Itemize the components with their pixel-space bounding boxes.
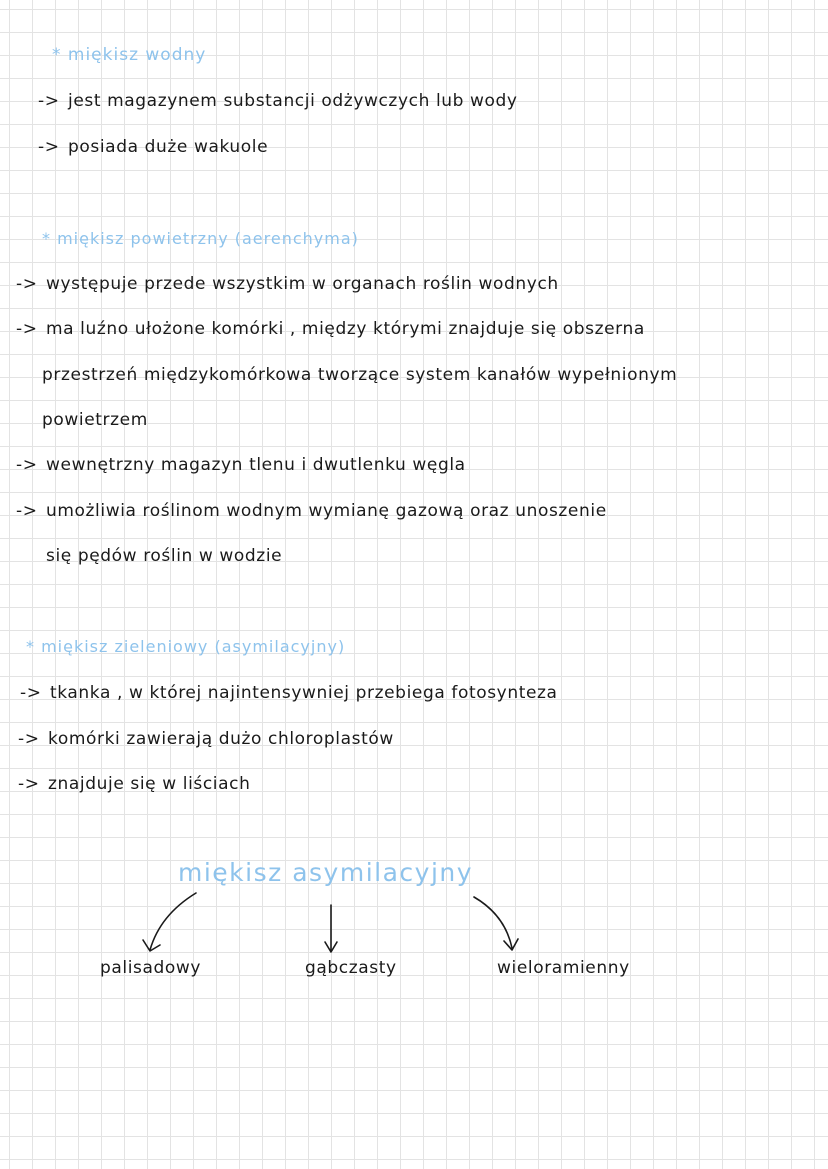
- arrow-to-palisadowy: [150, 893, 196, 950]
- note-text: umożliwia roślinom wodnym wymianę gazową oraz unoszenie: [46, 501, 607, 521]
- note-text: wewnętrzny magazyn tlenu i dwutlenku węgla: [46, 455, 466, 475]
- note-text: tkanka , w której najintensywniej przebiega fotosynteza: [50, 683, 558, 703]
- arrow-icon: ->: [38, 91, 60, 111]
- diagram-child-gabczasty: gąbczasty: [305, 958, 397, 978]
- arrow-icon: ->: [18, 729, 40, 749]
- arrow-icon: ->: [16, 274, 38, 294]
- diagram-child-palisadowy: palisadowy: [100, 958, 202, 978]
- section-heading-miekisz-zieleniowy: * miękisz zieleniowy (asymilacyjny): [26, 637, 346, 656]
- note-text: posiada duże wakuole: [68, 137, 269, 157]
- arrow-to-wieloramienny: [474, 897, 512, 948]
- note-text: jest magazynem substancji odżywczych lub wody: [68, 91, 518, 111]
- note-text: znajduje się w liściach: [48, 774, 251, 794]
- arrow-icon: ->: [16, 455, 38, 475]
- arrow-icon: ->: [20, 683, 42, 703]
- arrow-icon: ->: [16, 319, 38, 339]
- note-text: przestrzeń międzykomórkowa tworzące system kanałów wypełnionym: [42, 365, 678, 385]
- section-heading-miekisz-wodny: * miękisz wodny: [52, 45, 207, 65]
- diagram-child-wieloramienny: wieloramienny: [497, 958, 630, 978]
- arrow-icon: ->: [38, 137, 60, 157]
- arrow-icon: ->: [18, 774, 40, 794]
- arrow-icon: ->: [16, 501, 38, 521]
- note-text: ma luźno ułożone komórki , między którymi znajduje się obszerna: [46, 319, 645, 339]
- section-heading-miekisz-powietrzny: * miękisz powietrzny (aerenchyma): [42, 229, 359, 248]
- note-text: komórki zawierają dużo chloroplastów: [48, 729, 394, 749]
- note-text: występuje przede wszystkim w organach roślin wodnych: [46, 274, 559, 294]
- note-text: powietrzem: [42, 410, 148, 430]
- note-text: się pędów roślin w wodzie: [46, 546, 283, 566]
- diagram-root-title: miękisz asymilacyjny: [178, 858, 474, 887]
